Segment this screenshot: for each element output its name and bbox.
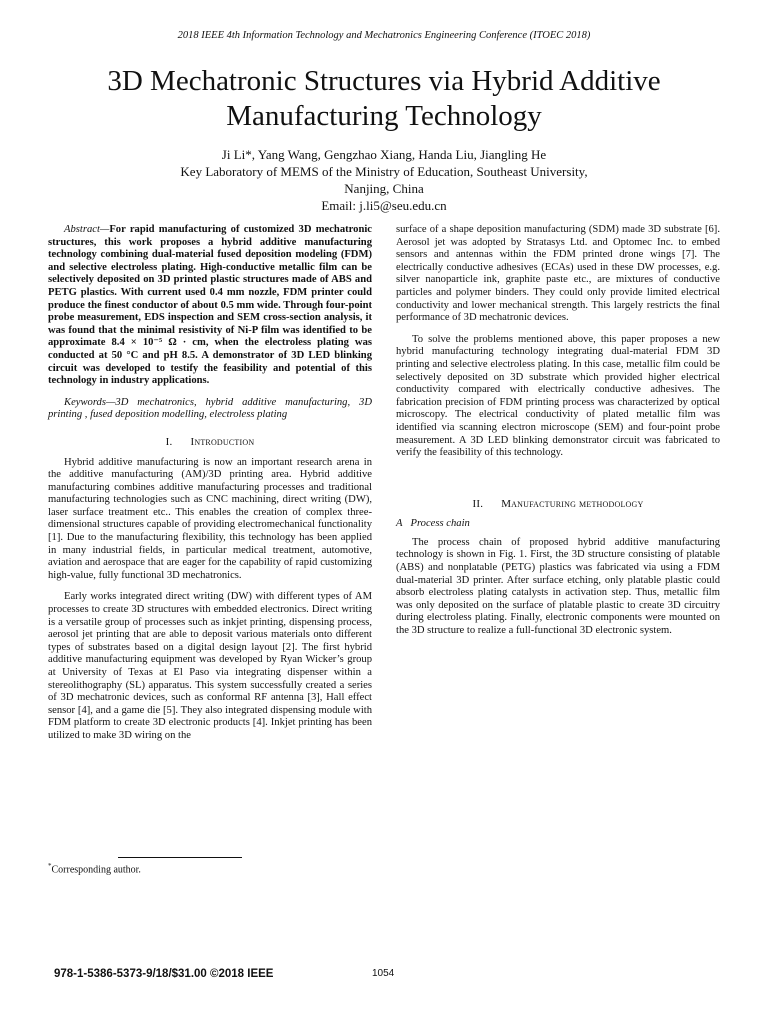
- page-number: 1054: [372, 968, 395, 979]
- footnote: [48, 862, 141, 875]
- keywords-label: Keywords—: [64, 396, 116, 408]
- left-column: [48, 224, 372, 752]
- intro-paragraph-1: Hybrid additive manufacturing is now an important research arena in the additive manufacturing (AM)/3D printing area. Hybrid additive manufacturing combines additive manufacturing processes and traditional manufacturing technologies such as CNC machining, direct writing (DW), laser surface treatment etc.. This enables the creation of complex three-dimensional structures capable of providing electromechanical functionality [1]. Due to the manufacturing flexibility, this technology has been applied in many industrial fields, in particular medical treatment, automotive, aviation and aerospace that are eager for the capability of rapid customizing high-value, fully functional 3D mechatronics.: [48, 456, 372, 581]
- author-affiliation: Key Laboratory of MEMS of the Ministry of Education, Southeast University,: [180, 164, 588, 179]
- methodology-paragraph-1: The process chain of proposed hybrid additive manufacturing technology is shown in Fig. 1. First, the 3D structure consisting of platable (ABS) and nonplatable (PETG) plastics was fabricated via using a FDM dual-material 3D printer. After surface etching, only platable plastic could absorb electroless plating catalysts in activation step. Thus, metallic film was only deposited on the surface of platable plastic to create 3D circuitry during electroless plating. Finally, electronic components were mounted on the 3D structure to realize a full-functional 3D electronic system.: [396, 536, 720, 637]
- intro-paragraph-2: Early works integrated direct writing (DW) with different types of AM processes to create 3D structures with embedded electronics. Direct writing is a versatile group of processes such as inkjet printing, dispensing process, aerosol jet printing that are able to deposit various materials onto different types of substrates based on a digital design layout [2]. The first hybrid additive manufacturing equipment was developed by Ryan Wicker’s group at University of Texas at El Paso via integrating dispenser within a stereolithography (SL) apparatus. This system successfully created a series of 3D mechatronic devices, such as conformal RF antenna [3], Hall effect sensor [4], and a game die [5]. They also integrated dispensing module with FDM platform to create 3D electronic products [4]. Inkjet printing has been utilized to make 3D wiring on the: [48, 591, 372, 741]
- footnote-mark: *: [48, 862, 52, 870]
- author-names: Ji Li*, Yang Wang, Gengzhao Xiang, Handa Liu, Jiangling He: [221, 147, 547, 162]
- author-block: [0, 146, 768, 214]
- conference-header: 2018 IEEE 4th Information Technology and Mechatronics Engineering Conference (ITOEC 2018): [177, 30, 591, 41]
- paper-title: 3D Mechatronic Structures via Hybrid Additive Manufacturing Technology: [107, 65, 661, 132]
- subsection-heading: [396, 518, 720, 531]
- abstract: [48, 224, 372, 388]
- section-number: II.: [472, 497, 484, 510]
- footnote-text: Corresponding author.: [51, 864, 141, 876]
- abstract-text: For rapid manufacturing of customized 3D mechatronic structures, this work proposes a hybrid additive manufacturing technology combining dual-material fused deposition modeling (FDM) and selective electroless plating. High-conductive metallic film can be selectively deposited on 3D printed plastic structures made of ABS and PETG plastics. With current used 0.4 mm nozzle, FDM printer could produce the finest conductor of about 0.5 mm wide. Through four-point probe measurement, EDS inspection and SEM cross-section analysis, it was found that the minimal resistivity of Ni-P film was identified to be approximate 8.4 × 10⁻⁵ Ω · cm, when the electroless plating was conducted at 50 °C and pH 8.5. A demonstrator of 3D LED blinking circuit was developed to testify the feasibility and potential of this technology in industry applications.: [48, 224, 372, 387]
- author-location: Nanjing, China: [344, 181, 424, 196]
- footnote-rule: [118, 857, 242, 858]
- subsection-title: Process chain: [410, 518, 470, 530]
- intro-paragraph-4: To solve the problems mentioned above, this paper proposes a new hybrid manufacturing technology integrating dual-material FDM 3D printing and selective electroless plating. In this case, metallic film could be selectively deposited on 3D substrate which provided higher electrical conductivity compared with electrically conductive adhesives. The fabrication precision of FDM printing process was characterized by optical microscopy. The electrical conductivity of plated metallic film was identified via scanning electron microscope (SEM) and four-point probe measurement. A 3D LED blinking demonstrator circuit was fabricated to verify the feasibility of this technology.: [396, 333, 720, 459]
- author-email: Email: j.li5@seu.edu.cn: [321, 198, 447, 213]
- keywords-text: 3D mechatronics, hybrid additive manufacturing, 3D printing , fused deposition modelling, electroless plating: [48, 396, 372, 421]
- section-heading-introduction: [48, 436, 372, 449]
- isbn-footer: 978-1-5386-5373-9/18/$31.00 ©2018 IEEE: [54, 968, 274, 980]
- subsection-number: A: [396, 518, 403, 530]
- section-number: I.: [165, 435, 173, 448]
- section-title: Introduction: [190, 435, 255, 448]
- abstract-label: Abstract—: [64, 224, 110, 235]
- section-title: Manufacturing methodology: [501, 497, 644, 510]
- section-heading-methodology: [396, 498, 720, 511]
- keywords: [48, 397, 372, 422]
- intro-paragraph-3: surface of a shape deposition manufacturing (SDM) made 3D substrate [6]. Aerosol jet was adopted by Stratasys Ltd. and Optomec Inc. to embed sensors and antennas within the FDM printed drone wings [7]. The electrically conductive adhesives (ECAs) used in these DW processes, e.g. silver nanoparticle ink, graphite paste etc., are mixtures of conductive particles and polymer binders. They could only provide limited electrical conductivity and lower mechanical strength. This largely restricts the final performance of 3D mechatronic devices.: [396, 224, 720, 324]
- right-column: [396, 224, 720, 647]
